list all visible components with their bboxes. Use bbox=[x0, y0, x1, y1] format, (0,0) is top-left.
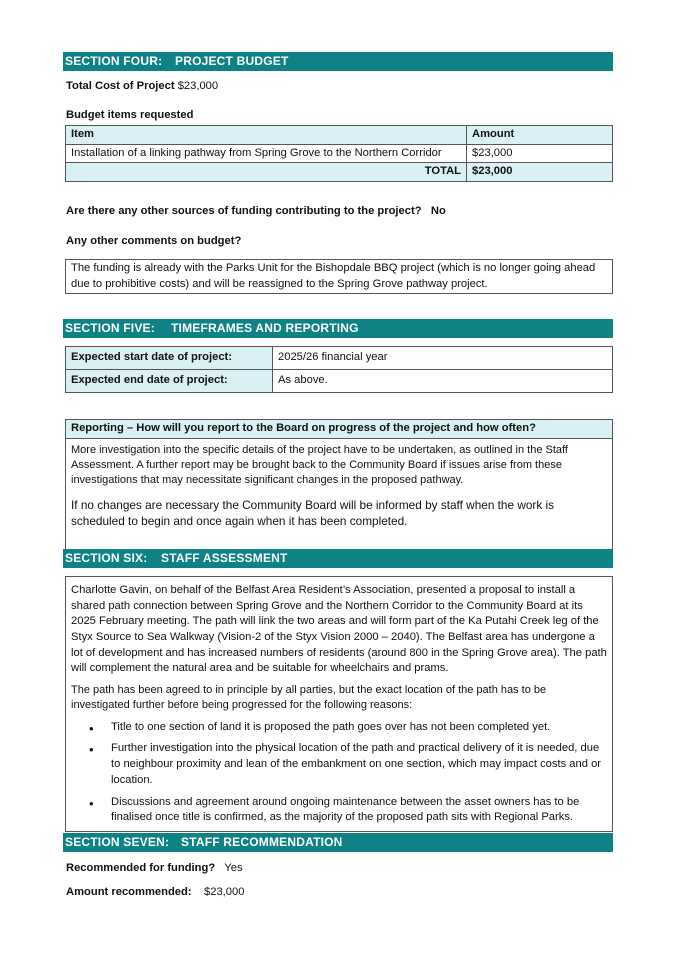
amount-recommended-line bbox=[66, 885, 244, 901]
total-value: $23,000 bbox=[467, 163, 613, 182]
recommended-line bbox=[66, 861, 243, 877]
section-six-header bbox=[63, 549, 613, 568]
section-number: SECTION SEVEN: bbox=[65, 835, 170, 849]
reporting-paragraph-1: More investigation into the specific details of the project have to be undertaken, as outlined in the Staff Assessment. A further report may be brought back to the Community Board if issues arise from these investigations that may necessitate significant changes in the proposed pathway. bbox=[71, 443, 568, 487]
col-item-header: Item bbox=[66, 126, 467, 145]
assessment-paragraph-2: The path has been agreed to in principle by all parties, but the exact location of the path has to be investigated further before being progressed for the following reasons: bbox=[71, 684, 547, 712]
staff-assessment-box bbox=[65, 576, 613, 832]
other-funding-answer: No bbox=[430, 205, 446, 217]
budget-table-header bbox=[66, 126, 613, 145]
section-title: TIMEFRAMES AND REPORTING bbox=[171, 321, 359, 335]
comments-answer: The funding is already with the Parks Unit for the Bishopdale BBQ project (which is no longer going ahead due to prohibitive costs) and will be reassigned to the Spring Grove pathway project. bbox=[71, 262, 596, 290]
section-five-header bbox=[63, 319, 613, 338]
section-title: STAFF RECOMMENDATION bbox=[181, 835, 343, 849]
section-four-header bbox=[63, 52, 613, 71]
recommended-value: Yes bbox=[224, 862, 243, 874]
reporting-box bbox=[65, 419, 613, 550]
section-title: PROJECT BUDGET bbox=[175, 54, 289, 68]
dates-table bbox=[65, 346, 613, 393]
assessment-reasons-list bbox=[71, 720, 607, 826]
amount-cell: $23,000 bbox=[467, 144, 613, 163]
total-cost-line bbox=[66, 79, 218, 95]
list-item: • Discussions and agreement around ongoing maintenance between the asset owners has to be finalised once title is confirmed, as the majority of the proposed path sits with Regional Parks. bbox=[71, 795, 607, 826]
reporting-heading: Reporting – How will you report to the Board on progress of the project and how often? bbox=[66, 420, 612, 439]
budget-items-heading: Budget items requested bbox=[66, 109, 194, 121]
col-amount-header: Amount bbox=[467, 126, 613, 145]
end-date-value: As above. bbox=[273, 370, 613, 393]
total-cost-value: $23,000 bbox=[177, 80, 219, 92]
item-cell: Installation of a linking pathway from Spring Grove to the Northern Corridor bbox=[66, 144, 467, 163]
budget-total-row bbox=[66, 163, 613, 182]
amount-recommended-value: $23,000 bbox=[204, 886, 245, 898]
amount-recommended-label: Amount recommended: bbox=[66, 886, 192, 898]
list-item: • Title to one section of land it is proposed the path goes over has not been completed yet. bbox=[71, 720, 607, 736]
budget-table bbox=[65, 125, 613, 182]
end-date-row bbox=[66, 370, 613, 393]
recommended-label: Recommended for funding? bbox=[66, 862, 216, 874]
total-cost-label: Total Cost of Project bbox=[66, 80, 175, 92]
table-row bbox=[66, 144, 613, 163]
section-number: SECTION SIX: bbox=[65, 551, 148, 565]
start-date-row bbox=[66, 347, 613, 370]
start-date-value: 2025/26 financial year bbox=[273, 347, 613, 370]
section-number: SECTION FOUR: bbox=[65, 54, 163, 68]
reporting-paragraph-2: If no changes are necessary the Community Board will be informed by staff when the work is scheduled to begin and once again when it has been completed. bbox=[71, 497, 555, 529]
assessment-paragraph-1: Charlotte Gavin, on behalf of the Belfast Area Resident’s Association, presented a proposal to install a shared path connection between Spring Grove and the Northern Corridor to the Community Board at its 2025 February meeting. The path will link the two areas and will form part of the Ka Putahi Creek leg of the Styx Source to Sea Walkway (Vision-2 of the Styx Vision 2000 – 2040). The Belfast area has undergone a lot of development and has increased numbers of residents (around 800 in the Spring Grove area). The path will complement the natural area and be suitable for wheelchairs and prams. bbox=[71, 584, 607, 675]
list-item: • Further investigation into the physical location of the path and practical delivery of it is needed, due to neighbour proximity and lean of the embankment on one section, which may impact costs and or location. bbox=[71, 741, 607, 788]
comments-question: Any other comments on budget? bbox=[66, 235, 242, 247]
total-label: TOTAL bbox=[66, 163, 467, 182]
end-date-label: Expected end date of project: bbox=[66, 370, 273, 393]
comments-box bbox=[65, 259, 613, 294]
section-number: SECTION FIVE: bbox=[65, 321, 155, 335]
section-title: STAFF ASSESSMENT bbox=[161, 551, 288, 565]
section-seven-header bbox=[63, 833, 613, 852]
other-funding-question: Are there any other sources of funding contributing to the project? bbox=[66, 205, 422, 217]
other-funding-line bbox=[66, 204, 446, 220]
start-date-label: Expected start date of project: bbox=[66, 347, 273, 370]
